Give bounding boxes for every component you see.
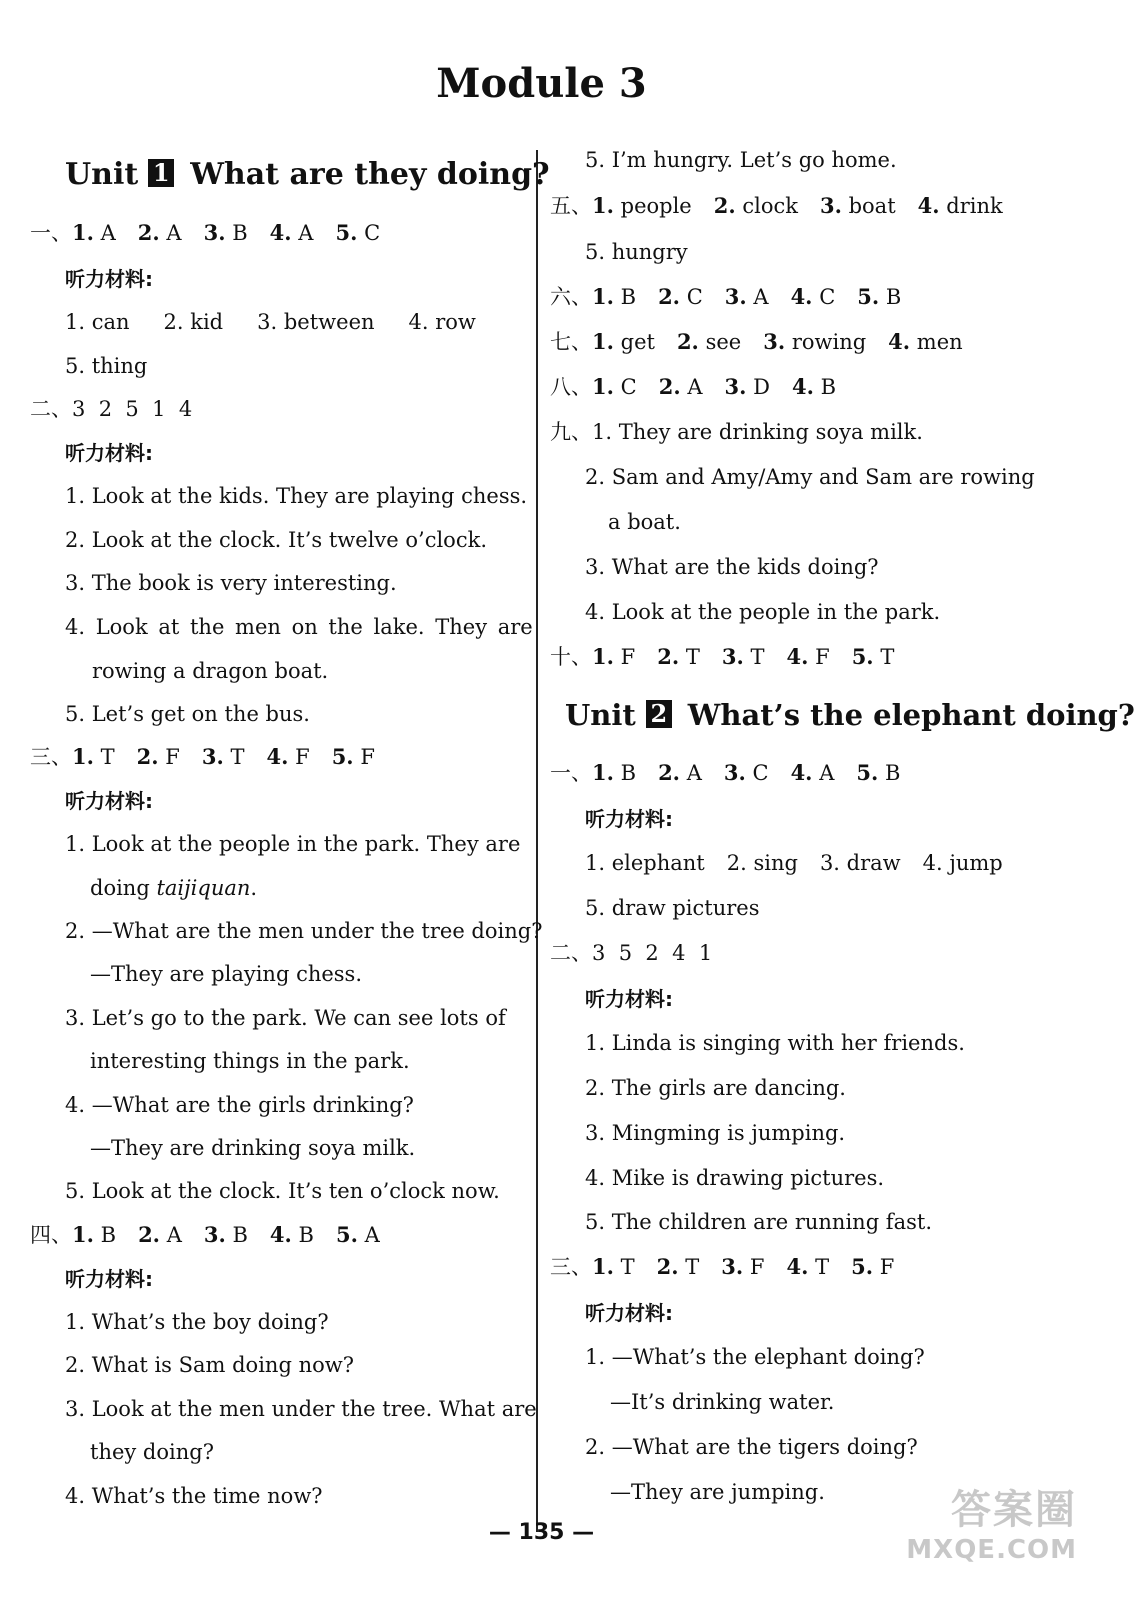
- answer: boat: [848, 194, 896, 218]
- answer: B: [298, 1223, 314, 1247]
- material-line: 1. Look at the kids. They are playing chess.: [65, 484, 528, 508]
- q-num: 4.: [917, 193, 940, 218]
- answer: A: [100, 221, 116, 245]
- material-line: 1. What’s the boy doing?: [65, 1310, 329, 1334]
- answer-line: 4. Look at the people in the park.: [585, 600, 941, 624]
- column-divider: [536, 150, 538, 1532]
- answer: drink: [946, 194, 1003, 218]
- answer: F: [620, 645, 636, 669]
- section-number: 三、: [30, 745, 72, 769]
- q-num: 1.: [592, 374, 614, 399]
- material-line: 5. Look at the clock. It’s ten o’clock now.: [65, 1179, 500, 1203]
- answer: C: [819, 285, 836, 309]
- unit2-label: Unit: [565, 698, 636, 732]
- answer: 3 2 5 1 4: [72, 397, 193, 421]
- listening-material-label: 听力材料:: [65, 441, 153, 465]
- q-num: 3.: [723, 760, 746, 785]
- q-num: 1.: [592, 193, 614, 218]
- section-number: 六、: [550, 285, 592, 309]
- material-line: —They are drinking soya milk.: [90, 1136, 416, 1160]
- answer: A: [298, 221, 314, 245]
- material-line: rowing a dragon boat.: [92, 659, 329, 683]
- material-item: 1. elephant: [585, 851, 705, 875]
- listening-material-label: 听力材料:: [65, 267, 153, 291]
- answer: T: [880, 645, 895, 669]
- answer: people: [620, 194, 692, 218]
- material-line: 4. Mike is drawing pictures.: [585, 1166, 885, 1190]
- u1-section3-answers: [30, 743, 375, 771]
- listening-material-label: 听力材料:: [585, 987, 673, 1011]
- material-line: 3. Look at the men under the tree. What are: [65, 1397, 537, 1421]
- section-number: 九、: [550, 420, 592, 444]
- answer: F: [749, 1255, 765, 1279]
- material-item: 3. draw: [819, 851, 901, 875]
- u1-section7-answers: [550, 328, 963, 356]
- material-text: doing: [90, 876, 150, 900]
- watermark-cn: 答案圈: [951, 1487, 1077, 1533]
- watermark-en: MXQE.COM: [906, 1535, 1077, 1565]
- q-num: 1.: [72, 220, 94, 245]
- unit1-title: What are they doing?: [190, 157, 550, 192]
- q-num: 1.: [592, 329, 614, 354]
- answer: 1. They are drinking soya milk.: [592, 420, 923, 444]
- q-num: 2.: [713, 193, 736, 218]
- material-item: 5. thing: [65, 354, 148, 378]
- material-line: 5. The children are running fast.: [585, 1210, 932, 1234]
- u1-section8-answers: [550, 373, 836, 401]
- section-number: 十、: [550, 645, 592, 669]
- q-num: 2.: [136, 744, 159, 769]
- answer: F: [360, 745, 375, 769]
- answer: T: [230, 745, 245, 769]
- q-num: 2.: [658, 284, 680, 309]
- answer: B: [620, 285, 637, 309]
- u1-section2-answers: [30, 395, 192, 423]
- listening-material-label: 听力材料:: [585, 807, 673, 831]
- q-num: 3.: [819, 193, 842, 218]
- answer: get: [620, 330, 655, 354]
- answer: clock: [742, 194, 798, 218]
- material-line: 2. —What are the men under the tree doing?: [65, 919, 543, 943]
- u1-section5-answers: [550, 192, 1003, 220]
- material-line: —They are jumping.: [610, 1480, 825, 1504]
- q-num: 3.: [724, 374, 747, 399]
- q-num: 5.: [856, 760, 879, 785]
- section-number: 一、: [30, 221, 72, 245]
- material-line: 1. —What’s the elephant doing?: [585, 1345, 925, 1369]
- unit2-heading: [565, 696, 1135, 734]
- answer: A: [753, 285, 769, 309]
- q-num: 4.: [786, 644, 809, 669]
- q-num: 3.: [203, 220, 226, 245]
- answer: C: [686, 285, 703, 309]
- material-line: 5. I’m hungry. Let’s go home.: [585, 148, 897, 172]
- material-line: —They are playing chess.: [90, 962, 363, 986]
- material-item: 4. jump: [922, 851, 1003, 875]
- answer: D: [753, 375, 770, 399]
- q-num: 4.: [786, 1254, 809, 1279]
- module-title: Module 3: [436, 60, 647, 107]
- material-item: 3. between: [257, 310, 375, 334]
- q-num: 4.: [888, 329, 911, 354]
- answer-line: 2. Sam and Amy/Amy and Sam are rowing: [585, 465, 1035, 489]
- answer: C: [620, 375, 637, 399]
- material-line: 3. Mingming is jumping.: [585, 1121, 846, 1145]
- material-line: 4. Look at the men on the lake. They are: [65, 615, 533, 639]
- material-line: 4. —What are the girls drinking?: [65, 1093, 414, 1117]
- q-num: 1.: [72, 744, 94, 769]
- material-line: —It’s drinking water.: [610, 1390, 835, 1414]
- answer-line: 3. What are the kids doing?: [585, 555, 879, 579]
- q-num: 4.: [266, 744, 289, 769]
- q-num: 2.: [658, 760, 680, 785]
- material-line: interesting things in the park.: [90, 1049, 410, 1073]
- section-number: 二、: [550, 941, 592, 965]
- q-num: 1.: [72, 1222, 94, 1247]
- answer: B: [100, 1223, 117, 1247]
- answer: T: [750, 645, 765, 669]
- answer: rowing: [791, 330, 867, 354]
- material-line: 2. What is Sam doing now?: [65, 1353, 354, 1377]
- listening-material-label: 听力材料:: [65, 789, 153, 813]
- listening-material-label: 听力材料:: [65, 1267, 153, 1291]
- answer: T: [815, 1255, 830, 1279]
- answer: B: [232, 1223, 248, 1247]
- section-number: 一、: [550, 761, 592, 785]
- answer: B: [884, 761, 901, 785]
- answer: A: [819, 761, 835, 785]
- material-italic: taijiquan: [156, 876, 251, 900]
- answer-line: 5. hungry: [585, 240, 688, 264]
- section-number: 八、: [550, 375, 592, 399]
- answer: C: [364, 221, 381, 245]
- answer: men: [916, 330, 963, 354]
- section-number: 四、: [30, 1223, 72, 1247]
- q-num: 3.: [724, 284, 747, 309]
- answer: B: [232, 221, 248, 245]
- answer: F: [815, 645, 830, 669]
- material-line: 2. Look at the clock. It’s twelve o’clock.: [65, 528, 487, 552]
- u2-section1-answers: [550, 759, 900, 787]
- u1-section9-line: [550, 418, 923, 446]
- material-item: 2. sing: [726, 851, 798, 875]
- q-num: 4.: [790, 284, 813, 309]
- q-num: 4.: [791, 374, 814, 399]
- unit1-label: Unit: [65, 157, 139, 192]
- material-line: 1. Look at the people in the park. They are: [65, 832, 521, 856]
- q-num: 4.: [269, 220, 292, 245]
- material-line: 5. Let’s get on the bus.: [65, 702, 310, 726]
- section-number: 二、: [30, 397, 72, 421]
- q-num: 5.: [851, 1254, 874, 1279]
- page-number: 135: [518, 1520, 565, 1545]
- unit1-number: 1: [148, 159, 174, 187]
- q-num: 2.: [137, 220, 160, 245]
- material-line: 3. The book is very interesting.: [65, 571, 397, 595]
- answer: C: [752, 761, 769, 785]
- material-line: they doing?: [90, 1440, 214, 1464]
- section-number: 三、: [550, 1255, 592, 1279]
- answer: B: [885, 285, 902, 309]
- answer: A: [687, 375, 703, 399]
- q-num: 3.: [721, 1254, 744, 1279]
- q-num: 5.: [335, 220, 358, 245]
- answer: F: [295, 745, 310, 769]
- material-line: 3. Let’s go to the park. We can see lots of: [65, 1006, 506, 1030]
- u2-section2-answers: [550, 939, 712, 967]
- answer: T: [685, 645, 700, 669]
- material-item: 4. row: [408, 310, 476, 334]
- u1-section4-answers: [30, 1221, 380, 1249]
- material-item: 5. draw pictures: [585, 896, 760, 920]
- unit1-heading: [65, 156, 550, 194]
- material-line: 2. The girls are dancing.: [585, 1076, 846, 1100]
- unit2-number: 2: [646, 700, 672, 728]
- answer: F: [165, 745, 180, 769]
- material-line: doing taijiquan.: [90, 876, 258, 900]
- page-footer: — 135 —: [488, 1520, 595, 1545]
- q-num: 1.: [592, 1254, 614, 1279]
- q-num: 5.: [331, 744, 354, 769]
- u1-section10-answers: [550, 643, 894, 671]
- answer: T: [100, 745, 115, 769]
- material-item: 2. kid: [163, 310, 224, 334]
- section-number: 五、: [550, 194, 592, 218]
- section-number: 七、: [550, 330, 592, 354]
- material-line: 1. Linda is singing with her friends.: [585, 1031, 965, 1055]
- u2-section3-answers: [550, 1253, 894, 1281]
- answer: see: [705, 330, 742, 354]
- answer: A: [686, 761, 702, 785]
- answer: F: [879, 1255, 895, 1279]
- listening-material-label: 听力材料:: [585, 1301, 673, 1325]
- answer: 3 5 2 4 1: [592, 941, 713, 965]
- answer: B: [820, 375, 837, 399]
- q-num: 3.: [201, 744, 224, 769]
- q-num: 3.: [203, 1222, 226, 1247]
- q-num: 2.: [658, 374, 681, 399]
- material-item: 1. can: [65, 310, 130, 334]
- u1-s1-material-row: [65, 308, 476, 336]
- unit2-title: What’s the elephant doing?: [687, 698, 1135, 732]
- answer: T: [620, 1255, 635, 1279]
- q-num: 2.: [657, 644, 680, 669]
- q-num: 1.: [592, 760, 614, 785]
- q-num: 2.: [676, 329, 699, 354]
- answer: B: [620, 761, 637, 785]
- u1-section1-answers: [30, 219, 380, 247]
- q-num: 4.: [269, 1222, 292, 1247]
- q-num: 4.: [790, 760, 813, 785]
- answer: A: [166, 221, 182, 245]
- answer-line: a boat.: [608, 510, 681, 534]
- q-num: 2.: [656, 1254, 679, 1279]
- answer: T: [685, 1255, 700, 1279]
- q-num: 3.: [721, 644, 744, 669]
- answer: A: [364, 1223, 380, 1247]
- u1-section6-answers: [550, 283, 901, 311]
- q-num: 2.: [138, 1222, 160, 1247]
- q-num: 5.: [335, 1222, 358, 1247]
- q-num: 1.: [592, 284, 614, 309]
- q-num: 5.: [851, 644, 874, 669]
- u2-s1-material-row: [585, 849, 1003, 877]
- material-line: 4. What’s the time now?: [65, 1484, 323, 1508]
- answer: A: [166, 1223, 182, 1247]
- q-num: 1.: [592, 644, 614, 669]
- watermark: [906, 1478, 1077, 1565]
- material-line: 2. —What are the tigers doing?: [585, 1435, 918, 1459]
- q-num: 5.: [857, 284, 880, 309]
- q-num: 3.: [763, 329, 786, 354]
